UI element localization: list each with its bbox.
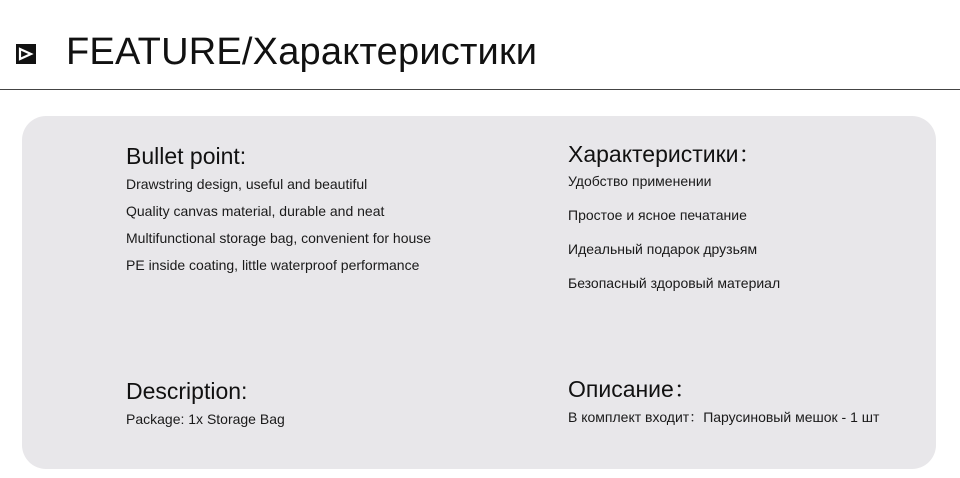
description-heading: Description: (126, 378, 248, 404)
opisanie-list (568, 409, 879, 425)
feature-panel (22, 116, 936, 469)
list-item: PE inside coating, little waterproof performance (126, 257, 420, 273)
opisanie-heading: Описание： (568, 376, 697, 402)
list-item: В комплект входит：Парусиновый мешок - 1 шт (568, 409, 880, 425)
play-triangle-icon (16, 44, 36, 64)
list-item: Multifunctional storage bag, convenient for house (126, 230, 432, 246)
opisanie-section (568, 375, 879, 425)
description-section (126, 377, 285, 427)
description-list (126, 411, 285, 427)
list-item: Идеальный подарок друзьям (568, 241, 758, 257)
characteristics-list (568, 173, 780, 291)
bullet-point-heading: Bullet point: (126, 143, 247, 169)
bullet-point-list (126, 176, 431, 273)
list-item: Drawstring design, useful and beautiful (126, 176, 368, 192)
header-divider (0, 89, 960, 90)
list-item: Простое и ясное печатание (568, 207, 747, 223)
list-item: Package: 1x Storage Bag (126, 411, 285, 427)
page-title: FEATURE/Характеристики (66, 31, 538, 73)
list-item: Quality canvas material, durable and neat (126, 203, 385, 219)
bullet-point-section (126, 142, 431, 284)
characteristics-heading: Характеристики： (568, 141, 762, 167)
page-header (0, 0, 960, 90)
list-item: Безопасный здоровый материал (568, 275, 781, 291)
characteristics-section (568, 140, 780, 309)
list-item: Удобство применении (568, 173, 712, 189)
